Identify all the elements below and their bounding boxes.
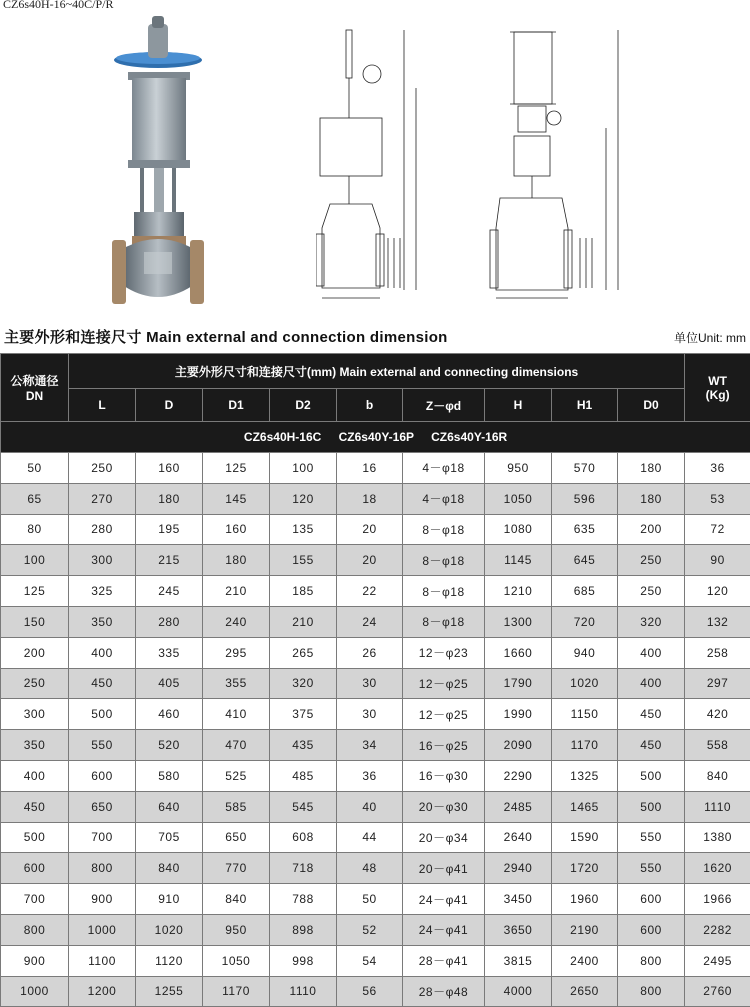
table-cell: 525 (203, 760, 270, 791)
table-cell: 435 (270, 730, 337, 761)
table-cell: 300 (1, 699, 69, 730)
table-cell: 910 (136, 884, 203, 915)
table-cell: 788 (270, 884, 337, 915)
table-cell: 180 (203, 545, 270, 576)
table-cell: 100 (270, 453, 337, 484)
table-cell: 210 (270, 606, 337, 637)
table-cell: 20 (337, 514, 403, 545)
table-cell: 2760 (685, 976, 750, 1007)
table-cell: 34 (337, 730, 403, 761)
table-cell: 30 (337, 668, 403, 699)
table-row (1, 884, 750, 915)
table-cell: 558 (685, 730, 750, 761)
table-cell: 24 (337, 606, 403, 637)
table-cell: 580 (136, 760, 203, 791)
table-cell: 3450 (485, 884, 552, 915)
table-cell: 48 (337, 853, 403, 884)
table-cell: 8－φ18 (403, 545, 485, 576)
dimension-drawing-1 (316, 28, 446, 308)
column-header: L (69, 389, 136, 422)
table-cell: 250 (618, 576, 685, 607)
table-cell: 22 (337, 576, 403, 607)
table-cell: 325 (69, 576, 136, 607)
table-cell: 16－φ25 (403, 730, 485, 761)
table-cell: 40 (337, 791, 403, 822)
table-cell: 950 (203, 914, 270, 945)
table-cell: 405 (136, 668, 203, 699)
table-cell: 400 (69, 637, 136, 668)
table-cell: 1620 (685, 853, 750, 884)
table-cell: 585 (203, 791, 270, 822)
table-cell: 24－φ41 (403, 914, 485, 945)
table-cell: 450 (69, 668, 136, 699)
table-cell: 500 (618, 760, 685, 791)
table-cell: 1150 (552, 699, 618, 730)
table-cell: 12－φ25 (403, 668, 485, 699)
table-cell: 350 (69, 606, 136, 637)
table-cell: 12－φ25 (403, 699, 485, 730)
table-cell: 280 (136, 606, 203, 637)
table-cell: 600 (618, 884, 685, 915)
table-cell: 65 (1, 483, 69, 514)
table-cell: 80 (1, 514, 69, 545)
table-cell: 16 (337, 453, 403, 484)
table-cell: 500 (618, 791, 685, 822)
table-cell: 600 (69, 760, 136, 791)
table-cell: 1966 (685, 884, 750, 915)
table-cell: 1020 (136, 914, 203, 945)
table-row (1, 791, 750, 822)
table-cell: 265 (270, 637, 337, 668)
table-cell: 1380 (685, 822, 750, 853)
table-cell: 50 (1, 453, 69, 484)
table-row (1, 637, 750, 668)
dimension-drawing-2 (488, 28, 628, 308)
table-cell: 125 (203, 453, 270, 484)
table-row (1, 545, 750, 576)
column-header: b (337, 389, 403, 422)
table-row (1, 576, 750, 607)
table-cell: 297 (685, 668, 750, 699)
table-cell: 320 (618, 606, 685, 637)
table-cell: 1050 (203, 945, 270, 976)
table-cell: 700 (1, 884, 69, 915)
table-cell: 1080 (485, 514, 552, 545)
table-cell: 185 (270, 576, 337, 607)
table-cell: 950 (485, 453, 552, 484)
group-header: 主要外形尺寸和连接尺寸(mm) Main external and connecting dimensions (69, 354, 685, 389)
table-cell: 1960 (552, 884, 618, 915)
table-cell: 400 (1, 760, 69, 791)
table-cell: 12－φ23 (403, 637, 485, 668)
table-cell: 570 (552, 453, 618, 484)
table-cell: 145 (203, 483, 270, 514)
table-cell: 545 (270, 791, 337, 822)
table-cell: 180 (136, 483, 203, 514)
table-cell: 2640 (485, 822, 552, 853)
table-cell: 1990 (485, 699, 552, 730)
table-cell: 28－φ48 (403, 976, 485, 1007)
dimension-table (0, 353, 750, 1007)
table-cell: 132 (685, 606, 750, 637)
table-cell: 840 (136, 853, 203, 884)
table-cell: 900 (69, 884, 136, 915)
table-cell: 2400 (552, 945, 618, 976)
column-header: H (485, 389, 552, 422)
table-cell: 1145 (485, 545, 552, 576)
table-cell: 900 (1, 945, 69, 976)
table-cell: 250 (69, 453, 136, 484)
column-header: D (136, 389, 203, 422)
table-row (1, 976, 750, 1007)
model-row: CZ6s40H-16C CZ6s40Y-16P CZ6s40Y-16R (1, 422, 750, 453)
table-row (1, 699, 750, 730)
table-cell: 840 (685, 760, 750, 791)
table-row (1, 730, 750, 761)
table-cell: 50 (337, 884, 403, 915)
table-row (1, 668, 750, 699)
table-cell: 215 (136, 545, 203, 576)
table-cell: 270 (69, 483, 136, 514)
table-cell: 8－φ18 (403, 606, 485, 637)
table-cell: 250 (1, 668, 69, 699)
table-cell: 400 (618, 637, 685, 668)
table-cell: 335 (136, 637, 203, 668)
table-cell: 650 (203, 822, 270, 853)
table-cell: 1100 (69, 945, 136, 976)
table-cell: 485 (270, 760, 337, 791)
table-cell: 20－φ41 (403, 853, 485, 884)
table-cell: 295 (203, 637, 270, 668)
table-cell: 2190 (552, 914, 618, 945)
table-cell: 1300 (485, 606, 552, 637)
table-cell: 705 (136, 822, 203, 853)
table-cell: 898 (270, 914, 337, 945)
table-cell: 640 (136, 791, 203, 822)
table-cell: 200 (618, 514, 685, 545)
table-cell: 3815 (485, 945, 552, 976)
table-cell: 18 (337, 483, 403, 514)
table-cell: 36 (337, 760, 403, 791)
table-cell: 160 (203, 514, 270, 545)
table-cell: 800 (618, 945, 685, 976)
table-cell: 1255 (136, 976, 203, 1007)
table-row (1, 514, 750, 545)
table-cell: 550 (618, 853, 685, 884)
table-cell: 500 (1, 822, 69, 853)
table-cell: 300 (69, 545, 136, 576)
table-cell: 2495 (685, 945, 750, 976)
section-title: 主要外形和连接尺寸 Main external and connection dimension (4, 329, 448, 346)
table-row (1, 914, 750, 945)
table-cell: 998 (270, 945, 337, 976)
table-cell: 1465 (552, 791, 618, 822)
table-cell: 450 (618, 699, 685, 730)
table-cell: 940 (552, 637, 618, 668)
table-cell: 2290 (485, 760, 552, 791)
table-cell: 2282 (685, 914, 750, 945)
table-cell: 320 (270, 668, 337, 699)
table-cell: 1020 (552, 668, 618, 699)
model-code: CZ6s40H-16~40C/P/R (3, 0, 114, 11)
table-cell: 2650 (552, 976, 618, 1007)
table-row (1, 945, 750, 976)
table-cell: 596 (552, 483, 618, 514)
table-cell: 600 (1, 853, 69, 884)
table-cell: 135 (270, 514, 337, 545)
table-cell: 195 (136, 514, 203, 545)
table-cell: 800 (69, 853, 136, 884)
table-cell: 650 (69, 791, 136, 822)
dn-header: 公称通径 DN (1, 354, 69, 422)
table-cell: 1590 (552, 822, 618, 853)
table-cell: 550 (69, 730, 136, 761)
wt-header: WT (Kg) (685, 354, 750, 422)
table-cell: 470 (203, 730, 270, 761)
valve-photo (110, 16, 220, 306)
table-cell: 1000 (69, 914, 136, 945)
table-cell: 53 (685, 483, 750, 514)
table-cell: 90 (685, 545, 750, 576)
table-cell: 700 (69, 822, 136, 853)
table-row (1, 483, 750, 514)
table-cell: 8－φ18 (403, 514, 485, 545)
table-cell: 410 (203, 699, 270, 730)
table-cell: 24－φ41 (403, 884, 485, 915)
table-cell: 3650 (485, 914, 552, 945)
table-cell: 600 (618, 914, 685, 945)
column-header: D1 (203, 389, 270, 422)
table-cell: 685 (552, 576, 618, 607)
table-cell: 160 (136, 453, 203, 484)
table-cell: 1325 (552, 760, 618, 791)
table-cell: 1170 (552, 730, 618, 761)
table-cell: 450 (1, 791, 69, 822)
table-cell: 26 (337, 637, 403, 668)
table-cell: 635 (552, 514, 618, 545)
table-cell: 1000 (1, 976, 69, 1007)
table-cell: 150 (1, 606, 69, 637)
table-cell: 250 (618, 545, 685, 576)
table-cell: 30 (337, 699, 403, 730)
table-cell: 44 (337, 822, 403, 853)
table-cell: 460 (136, 699, 203, 730)
table-cell: 718 (270, 853, 337, 884)
table-cell: 258 (685, 637, 750, 668)
table-cell: 1120 (136, 945, 203, 976)
table-cell: 4000 (485, 976, 552, 1007)
table-cell: 180 (618, 483, 685, 514)
table-cell: 20 (337, 545, 403, 576)
table-cell: 16－φ30 (403, 760, 485, 791)
table-cell: 210 (203, 576, 270, 607)
table-cell: 1170 (203, 976, 270, 1007)
unit-note: 单位Unit: mm (673, 331, 746, 345)
table-row (1, 822, 750, 853)
table-cell: 1200 (69, 976, 136, 1007)
table-cell: 180 (618, 453, 685, 484)
table-cell: 1660 (485, 637, 552, 668)
table-cell: 155 (270, 545, 337, 576)
table-cell: 200 (1, 637, 69, 668)
table-cell: 1210 (485, 576, 552, 607)
column-header: Z－φd (403, 389, 485, 422)
table-cell: 550 (618, 822, 685, 853)
table-cell: 2940 (485, 853, 552, 884)
table-cell: 770 (203, 853, 270, 884)
table-cell: 4－φ18 (403, 483, 485, 514)
table-cell: 1110 (685, 791, 750, 822)
table-cell: 840 (203, 884, 270, 915)
table-cell: 52 (337, 914, 403, 945)
table-cell: 120 (685, 576, 750, 607)
table-cell: 125 (1, 576, 69, 607)
table-row (1, 853, 750, 884)
column-header: D0 (618, 389, 685, 422)
table-cell: 800 (618, 976, 685, 1007)
table-cell: 720 (552, 606, 618, 637)
column-header: D2 (270, 389, 337, 422)
table-cell: 450 (618, 730, 685, 761)
table-cell: 800 (1, 914, 69, 945)
table-cell: 1110 (270, 976, 337, 1007)
table-row (1, 606, 750, 637)
table-cell: 355 (203, 668, 270, 699)
table-cell: 350 (1, 730, 69, 761)
table-cell: 54 (337, 945, 403, 976)
table-cell: 280 (69, 514, 136, 545)
table-cell: 56 (337, 976, 403, 1007)
table-row (1, 453, 750, 484)
table-cell: 608 (270, 822, 337, 853)
table-cell: 20－φ34 (403, 822, 485, 853)
table-cell: 500 (69, 699, 136, 730)
table-cell: 36 (685, 453, 750, 484)
table-cell: 1720 (552, 853, 618, 884)
table-cell: 120 (270, 483, 337, 514)
table-cell: 240 (203, 606, 270, 637)
table-cell: 72 (685, 514, 750, 545)
table-cell: 645 (552, 545, 618, 576)
table-cell: 245 (136, 576, 203, 607)
table-cell: 1790 (485, 668, 552, 699)
table-cell: 20－φ30 (403, 791, 485, 822)
table-cell: 420 (685, 699, 750, 730)
table-cell: 28－φ41 (403, 945, 485, 976)
table-cell: 400 (618, 668, 685, 699)
table-cell: 2485 (485, 791, 552, 822)
table-cell: 1050 (485, 483, 552, 514)
table-row (1, 760, 750, 791)
table-cell: 375 (270, 699, 337, 730)
table-cell: 100 (1, 545, 69, 576)
table-cell: 2090 (485, 730, 552, 761)
table-cell: 4－φ18 (403, 453, 485, 484)
table-cell: 520 (136, 730, 203, 761)
table-cell: 8－φ18 (403, 576, 485, 607)
column-header: H1 (552, 389, 618, 422)
